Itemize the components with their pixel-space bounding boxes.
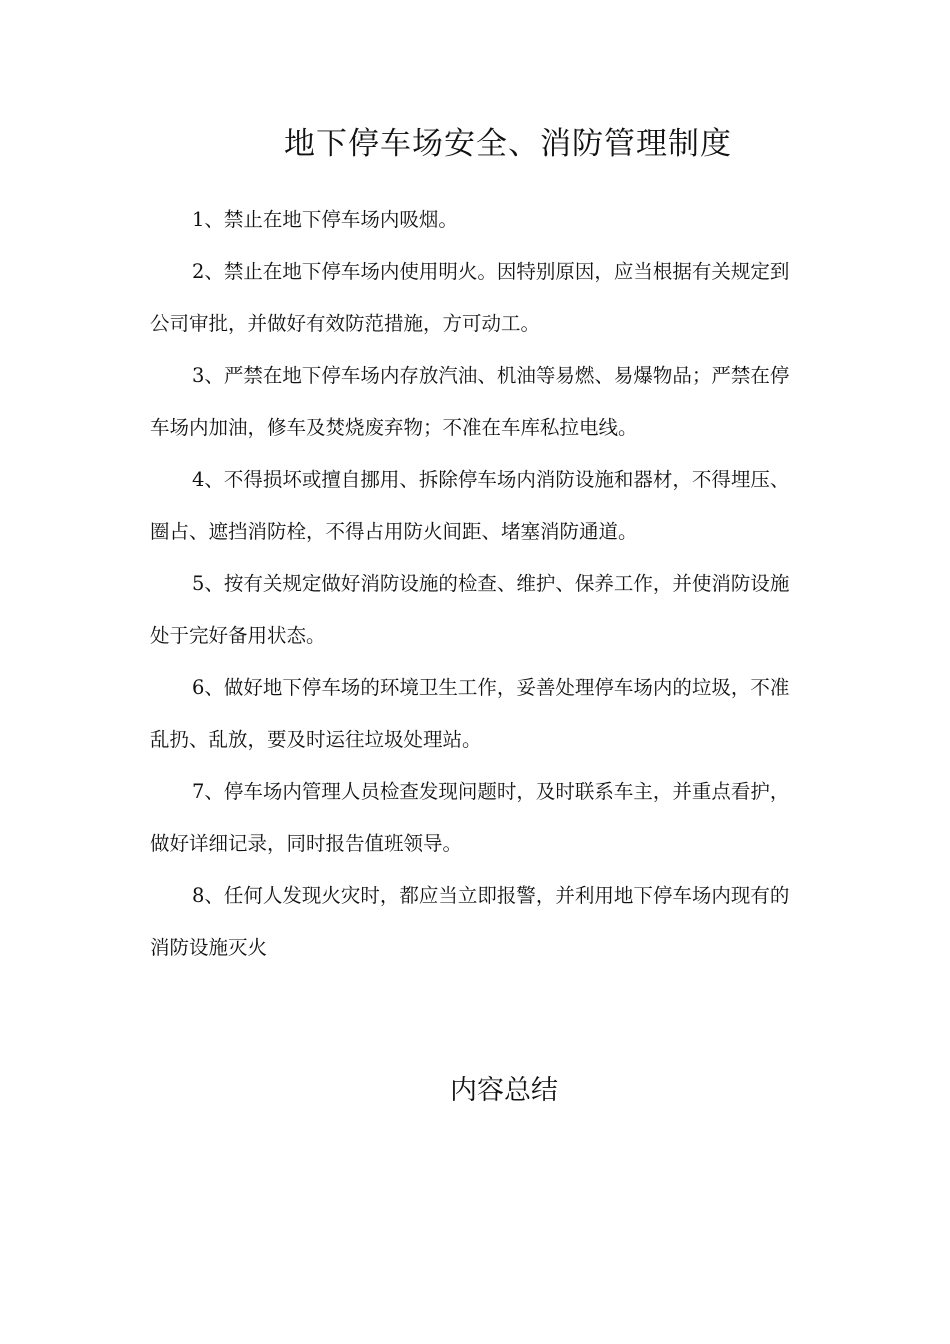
rule-item-6: 6、做好地下停车场的环境卫生工作，妥善处理停车场内的垃圾，不准乱扔、乱放，要及时运往垃圾处理站。 — [150, 676, 790, 751]
rule-item-3: 3、严禁在地下停车场内存放汽油、机油等易燃、易爆物品；严禁在停车场内加油，修车及焚烧废弃物；不准在车库私拉电线。 — [150, 364, 790, 439]
rule-item-5: 5、按有关规定做好消防设施的检查、维护、保养工作，并使消防设施处于完好备用状态。 — [150, 572, 790, 647]
rules-list — [150, 194, 790, 974]
rule-item-2: 2、禁止在地下停车场内使用明火。因特别原因，应当根据有关规定到公司审批，并做好有效防范措施，方可动工。 — [150, 260, 790, 335]
rule-item-1: 1、禁止在地下停车场内吸烟。 — [192, 208, 458, 231]
document-title: 地下停车场安全、消防管理制度 — [284, 126, 732, 162]
rule-item-7: 7、停车场内管理人员检查发现问题时，及时联系车主，并重点看护，做好详细记录，同时报告值班领导。 — [150, 780, 790, 855]
summary-heading: 内容总结 — [450, 1075, 558, 1106]
rule-item-8: 8、任何人发现火灾时，都应当立即报警，并利用地下停车场内现有的消防设施灭火 — [150, 884, 790, 959]
rule-item-4: 4、不得损坏或擅自挪用、拆除停车场内消防设施和器材，不得埋压、圈占、遮挡消防栓，不得占用防火间距、堵塞消防通道。 — [150, 468, 790, 543]
